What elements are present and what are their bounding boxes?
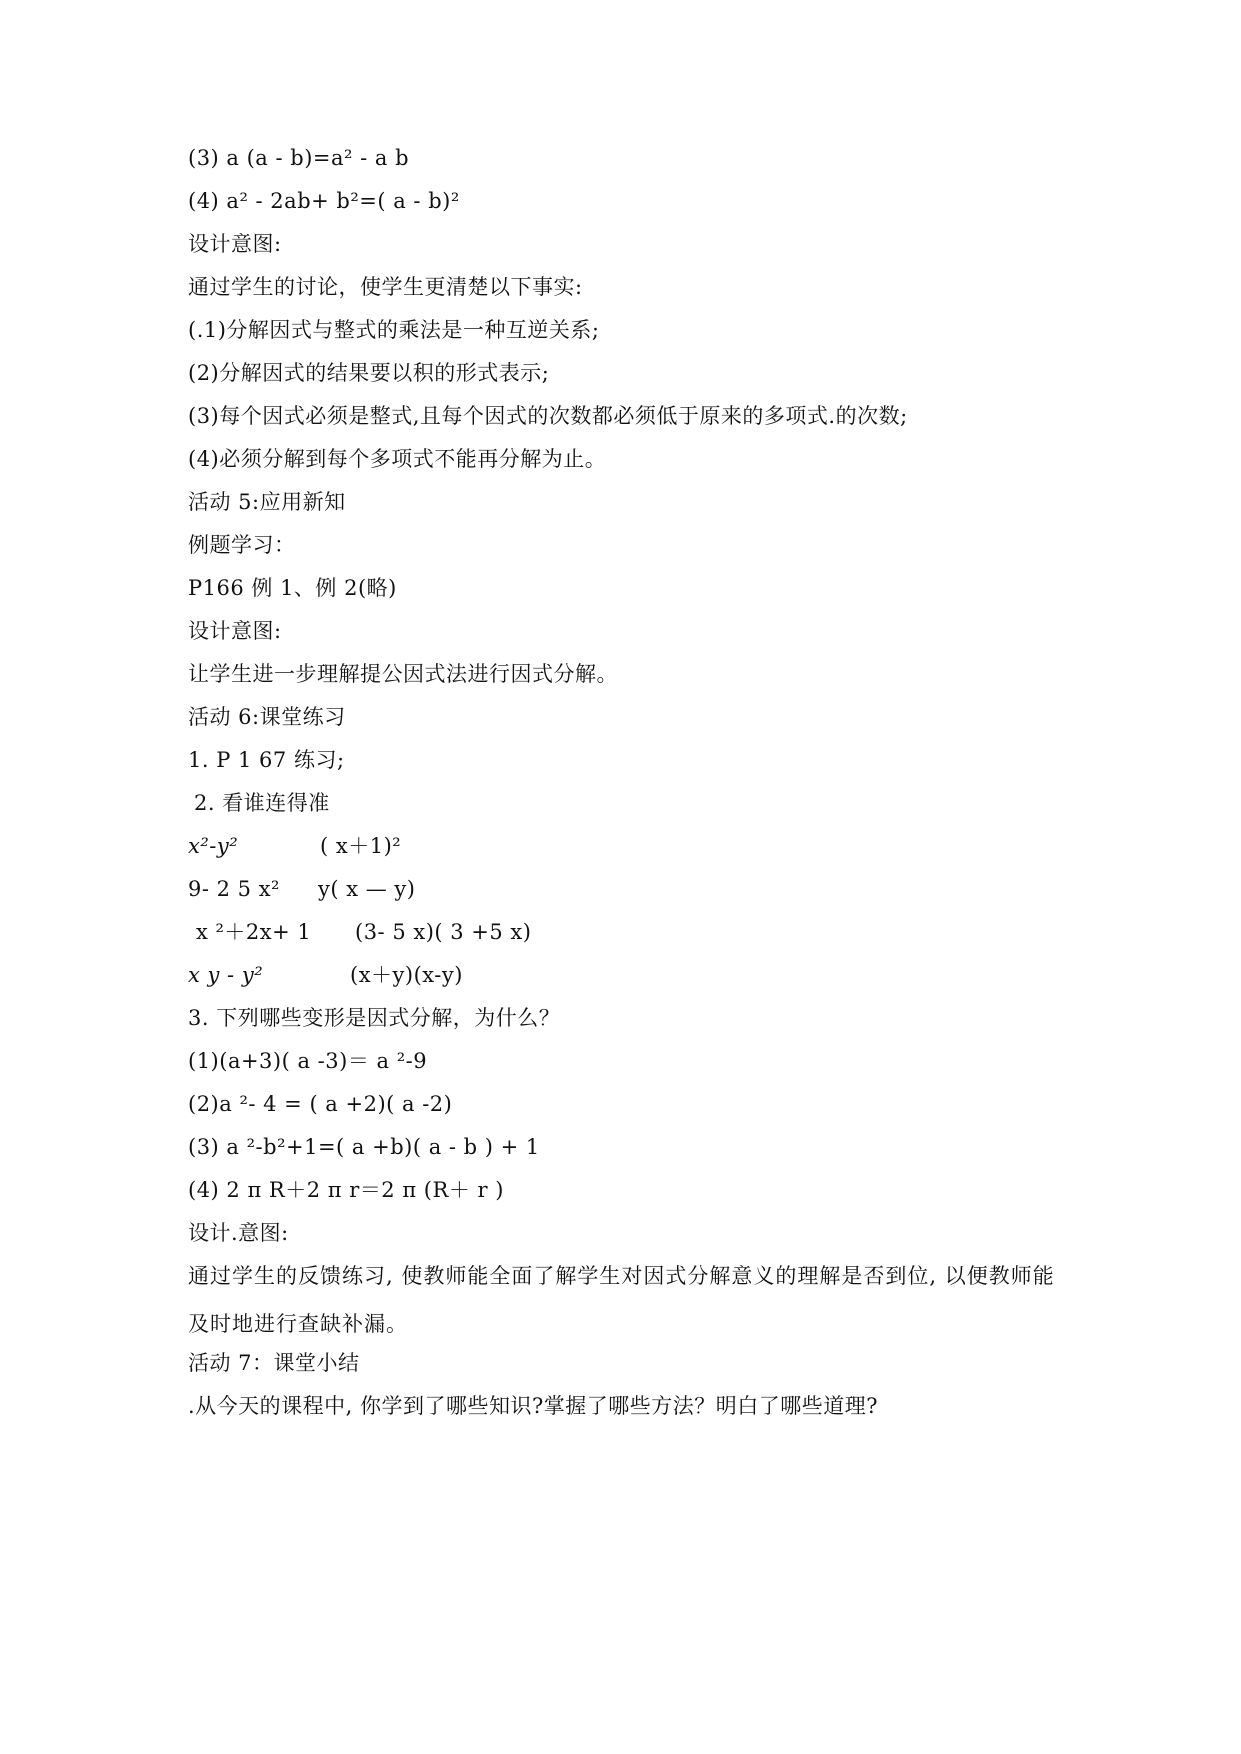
section-heading: 活动 7：课堂小结 bbox=[188, 1351, 360, 1375]
list-item: (2)a ²- 4 = ( a +2)( a -2) bbox=[188, 1092, 453, 1116]
text-line: 3. 下列哪些变形是因式分解，为什么？ bbox=[188, 1006, 561, 1030]
match-right: (3- 5 x)( 3 +5 x) bbox=[355, 920, 532, 944]
text-line: P166 例 1、例 2(略) bbox=[188, 576, 397, 600]
list-item: (3)每个因式必须是整式,且每个因式的次数都必须低于原来的多项式.的次数; bbox=[188, 404, 908, 428]
list-item: (.1)分解因式与整式的乘法是一种互逆关系; bbox=[188, 318, 600, 342]
list-item: (4) 2 π R＋2 π r＝2 π (R＋ r ) bbox=[188, 1178, 504, 1202]
match-right: ( x＋1)² bbox=[320, 834, 402, 858]
match-right: y( x — y) bbox=[318, 877, 416, 901]
section-heading: 设计意图: bbox=[188, 619, 282, 643]
section-heading: 设计.意图: bbox=[188, 1221, 289, 1245]
text-line: 例题学习： bbox=[188, 533, 296, 557]
match-left: x y - y² bbox=[188, 963, 264, 987]
section-heading: 活动 5:应用新知 bbox=[188, 490, 346, 514]
list-item: (4)必须分解到每个多项式不能再分解为止。 bbox=[188, 447, 607, 471]
section-heading: 活动 6:课堂练习 bbox=[188, 705, 346, 729]
text-line: 2. 看谁连得准 bbox=[194, 791, 330, 815]
text-line: 让学生进一步理解提公因式法进行因式分解。 bbox=[188, 662, 618, 686]
match-left: x²-y² bbox=[188, 834, 239, 858]
match-left: x ²＋2x+ 1 bbox=[196, 920, 312, 944]
match-left: 9- 2 5 x² bbox=[188, 877, 280, 901]
text-line: (4) a² - 2ab+ b²=( a - b)² bbox=[188, 189, 460, 213]
text-line: 1. P 1 67 练习; bbox=[188, 748, 345, 772]
text-line: .从今天的课程中, 你学到了哪些知识?掌握了哪些方法？明白了哪些道理? bbox=[188, 1394, 879, 1418]
list-item: (1)(a+3)( a -3)＝ a ²-9 bbox=[188, 1049, 428, 1073]
paragraph: 通过学生的反馈练习, 使教师能全面了解学生对因式分解意义的理解是否到位, 以便教师能及时地进行查缺补漏。 bbox=[188, 1264, 1055, 1336]
list-item: (3) a ²-b²+1=( a +b)( a - b ) + 1 bbox=[188, 1135, 540, 1159]
section-heading: 设计意图: bbox=[188, 232, 282, 256]
text-line: 通过学生的讨论，使学生更清楚以下事实: bbox=[188, 275, 583, 299]
text-line: (3) a (a - b)=a² - a b bbox=[188, 146, 410, 170]
list-item: (2)分解因式的结果要以积的形式表示; bbox=[188, 361, 550, 385]
match-right: (x＋y)(x-y) bbox=[350, 963, 463, 987]
